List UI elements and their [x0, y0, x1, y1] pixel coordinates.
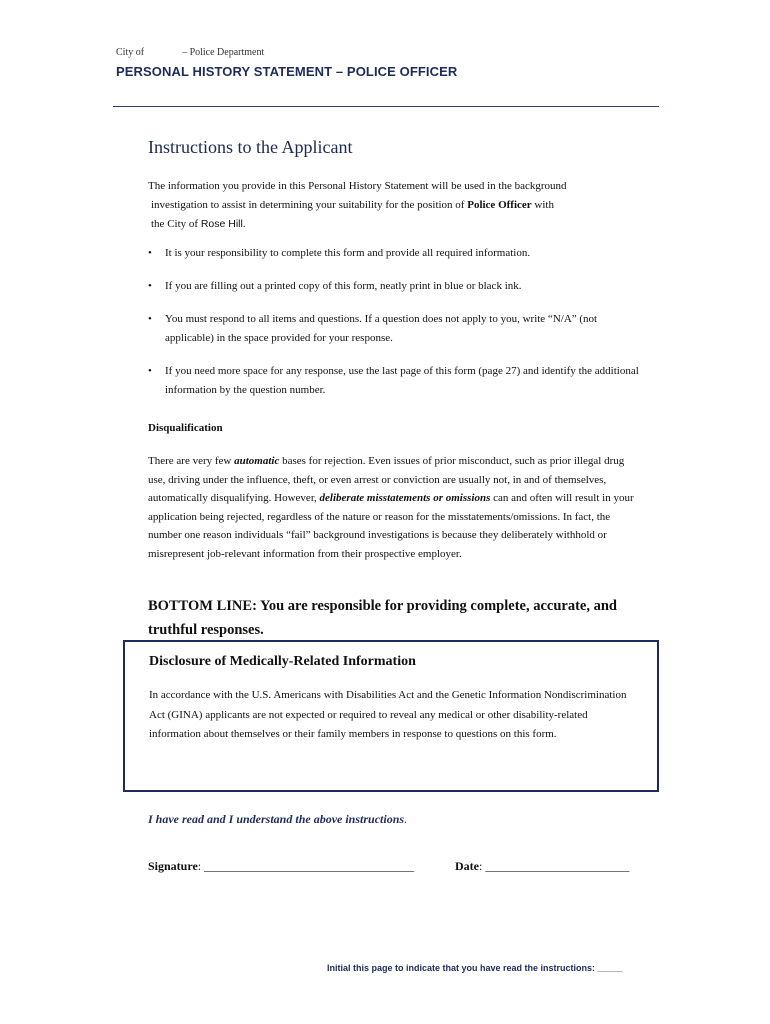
- header-divider: [113, 106, 659, 107]
- intro-line-3-text: the City of: [151, 218, 201, 230]
- header-city-line: [116, 47, 264, 58]
- signature-colon: :: [197, 859, 205, 873]
- disq-text-1: There are very few: [148, 455, 235, 467]
- disqualification-paragraph: [148, 452, 638, 563]
- header-city: City of: [116, 47, 145, 58]
- intro-line-3-end: .: [242, 218, 246, 230]
- list-item: • If you are filling out a printed copy of this form, neatly print in blue or black ink.: [148, 277, 648, 296]
- intro-paragraph: [148, 177, 628, 234]
- date-line[interactable]: ________________________: [485, 859, 630, 873]
- acknowledgement-text: I have read and I understand the above instructions: [148, 812, 405, 826]
- header-title-main: PERSONAL HISTORY STATEMENT –: [116, 64, 347, 79]
- city-name: Rose Hill: [200, 218, 243, 230]
- header-department: – Police Department: [182, 47, 265, 58]
- signature-label: Signature: [148, 859, 198, 873]
- signature-line[interactable]: ___________________________________: [204, 859, 415, 873]
- intro-line-2-text: investigation to assist in determining your suitability for the position of: [151, 199, 468, 211]
- intro-line-2: [148, 196, 628, 215]
- header-title-emph: POLICE OFFICER: [346, 64, 458, 79]
- list-item: • You must respond to all items and questions. If a question does not apply to you, write “N/A” (not applicable) in the space provided for your response.: [148, 310, 648, 348]
- intro-line-1: The information you provide in this Personal History Statement will be used in the background: [148, 180, 567, 192]
- disq-text-2: bases for rejection. Even issues of prior misconduct, such as prior illegal drug use, driving under the influence, theft, or even arrest or conviction are usually not, in and of themselves, automatically disqualifying. However,: [148, 455, 625, 504]
- instruction-list: [148, 244, 648, 400]
- disq-emphasis-misstatements: deliberate misstatements or omissions: [319, 492, 491, 504]
- disq-emphasis-automatic: automatic: [234, 455, 280, 467]
- disclosure-box: [123, 640, 659, 792]
- list-item: • It is your responsibility to complete this form and provide all required information.: [148, 244, 648, 263]
- bottom-line-statement: BOTTOM LINE: You are responsible for providing complete, accurate, and truthful responses.: [148, 598, 617, 638]
- disclosure-body: In accordance with the U.S. Americans with Disabilities Act and the Genetic Information Nondiscrimination Act (GINA) applicants are not expected or required to reveal any medical or other disability-related information about themselves or their family members in response to questions on this form.: [149, 689, 627, 740]
- date-colon: :: [479, 859, 486, 873]
- instructions-heading: Instructions to the Applicant: [148, 137, 353, 157]
- disq-text-3: can and often will result in your application being rejected, regardless of the nature or reason for the misstatements/omissions. In fact, the number one reason individuals “fail” background investigations is because they deliberately withhold or misrepresent job-relevant information from their prospective employer.: [148, 492, 634, 560]
- initials-footer[interactable]: Initial this page to indicate that you have read the instructions: _____: [327, 963, 623, 973]
- position-name: Police Officer: [467, 199, 532, 211]
- date-field[interactable]: [455, 859, 629, 874]
- list-item: • If you need more space for any response, use the last page of this form (page 27) and identify the additional information by the question number.: [148, 362, 648, 400]
- acknowledgement-period: .: [404, 812, 408, 826]
- signature-field[interactable]: [148, 859, 414, 874]
- disqualification-heading: Disqualification: [148, 422, 223, 434]
- header-title: [116, 64, 457, 79]
- intro-line-2-end: with: [531, 199, 554, 211]
- disclosure-heading: Disclosure of Medically-Related Information: [149, 654, 416, 669]
- date-label: Date: [455, 859, 479, 873]
- intro-line-3: [148, 215, 628, 234]
- acknowledgement-statement: [148, 812, 407, 827]
